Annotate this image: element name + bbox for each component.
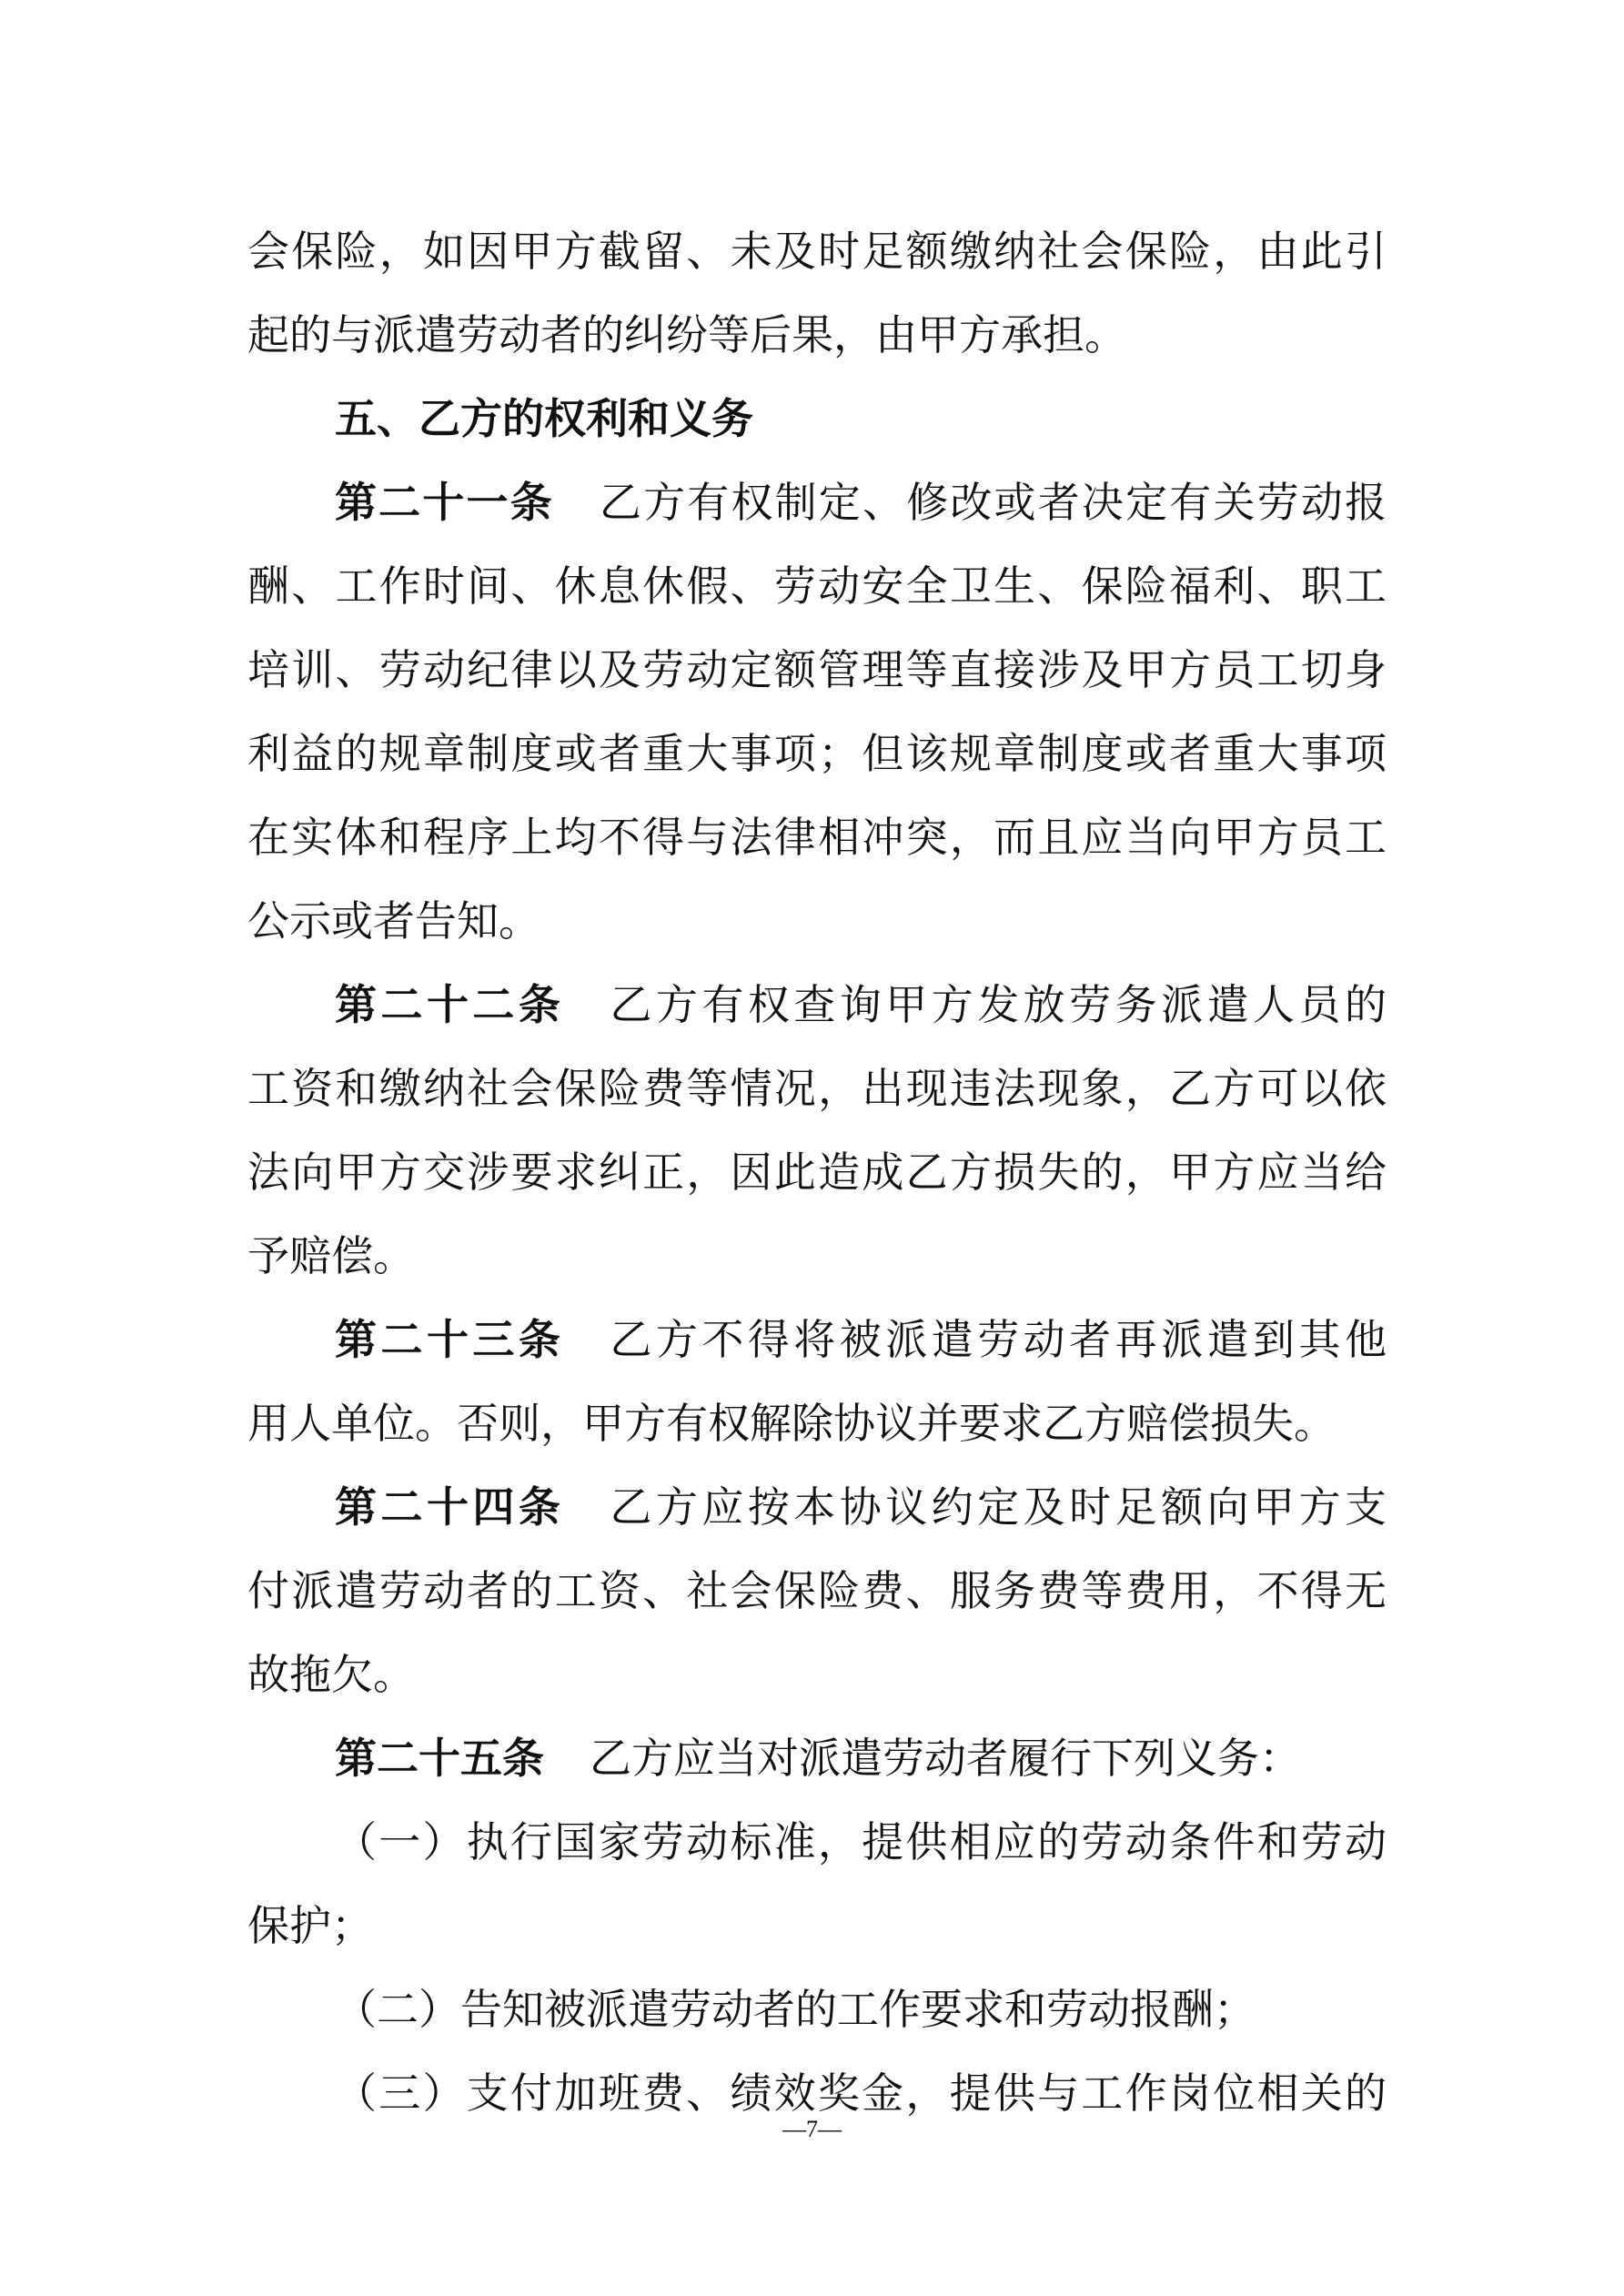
document-body bbox=[247, 209, 1387, 2135]
article-24-text: 乙方应按本协议约定及时足额向甲方支 bbox=[610, 1482, 1387, 1532]
article-23-label: 第二十三条 bbox=[335, 1315, 565, 1364]
paragraph-line: 予赔偿。 bbox=[247, 1231, 415, 1280]
paragraph-line: 用人单位。否则，甲方有权解除协议并要求乙方赔偿损失。 bbox=[247, 1399, 1336, 1448]
paragraph-line: 法向甲方交涉要求纠正，因此造成乙方损失的，甲方应当给 bbox=[247, 1148, 1387, 1197]
paragraph-line: 在实体和程序上均不得与法律相冲突，而且应当向甲方员工 bbox=[247, 813, 1387, 862]
page-number: —7— bbox=[782, 2116, 842, 2142]
paragraph-line: 起的与派遣劳动者的纠纷等后果，由甲方承担。 bbox=[247, 310, 1126, 359]
section-heading: 五、乙方的权利和义务 bbox=[335, 394, 753, 443]
article-21-first-line bbox=[247, 460, 1387, 544]
paragraph-line: 公示或者告知。 bbox=[247, 896, 540, 946]
article-25-first-line bbox=[247, 1716, 1387, 1800]
list-item-2: （二）告知被派遣劳动者的工作要求和劳动报酬； bbox=[335, 1985, 1256, 2034]
article-23-first-line bbox=[247, 1298, 1387, 1381]
list-item-1: （一）执行国家劳动标准，提供相应的劳动条件和劳动 bbox=[335, 1817, 1387, 1866]
paragraph-line: 酬、工作时间、休息休假、劳动安全卫生、保险福利、职工 bbox=[247, 561, 1387, 611]
paragraph-line: 故拖欠。 bbox=[247, 1650, 415, 1699]
article-21-label: 第二十一条 bbox=[335, 478, 554, 527]
article-22-label: 第二十二条 bbox=[335, 980, 565, 1029]
article-25-label: 第二十五条 bbox=[335, 1734, 544, 1783]
paragraph-line: 保护； bbox=[247, 1901, 373, 1950]
paragraph-line: 利益的规章制度或者重大事项；但该规章制度或者重大事项 bbox=[247, 729, 1387, 778]
article-25-text: 乙方应当对派遣劳动者履行下列义务： bbox=[590, 1734, 1301, 1783]
article-22-first-line bbox=[247, 963, 1387, 1047]
article-22-text: 乙方有权查询甲方发放劳务派遣人员的 bbox=[610, 980, 1387, 1029]
article-23-text: 乙方不得将被派遣劳动者再派遣到其他 bbox=[610, 1315, 1387, 1364]
article-24-label: 第二十四条 bbox=[335, 1482, 565, 1532]
article-21-text: 乙方有权制定、修改或者决定有关劳动报 bbox=[599, 478, 1387, 527]
list-item-3: （三）支付加班费、绩效奖金，提供与工作岗位相关的 bbox=[335, 2068, 1387, 2118]
paragraph-line: 工资和缴纳社会保险费等情况，出现违法现象，乙方可以依 bbox=[247, 1064, 1387, 1113]
paragraph-line: 会保险，如因甲方截留、未及时足额缴纳社会保险，由此引 bbox=[247, 227, 1387, 276]
paragraph-line: 付派遣劳动者的工资、社会保险费、服务费等费用，不得无 bbox=[247, 1566, 1387, 1615]
paragraph-line: 培训、劳动纪律以及劳动定额管理等直接涉及甲方员工切身 bbox=[247, 645, 1387, 694]
article-24-first-line bbox=[247, 1465, 1387, 1549]
